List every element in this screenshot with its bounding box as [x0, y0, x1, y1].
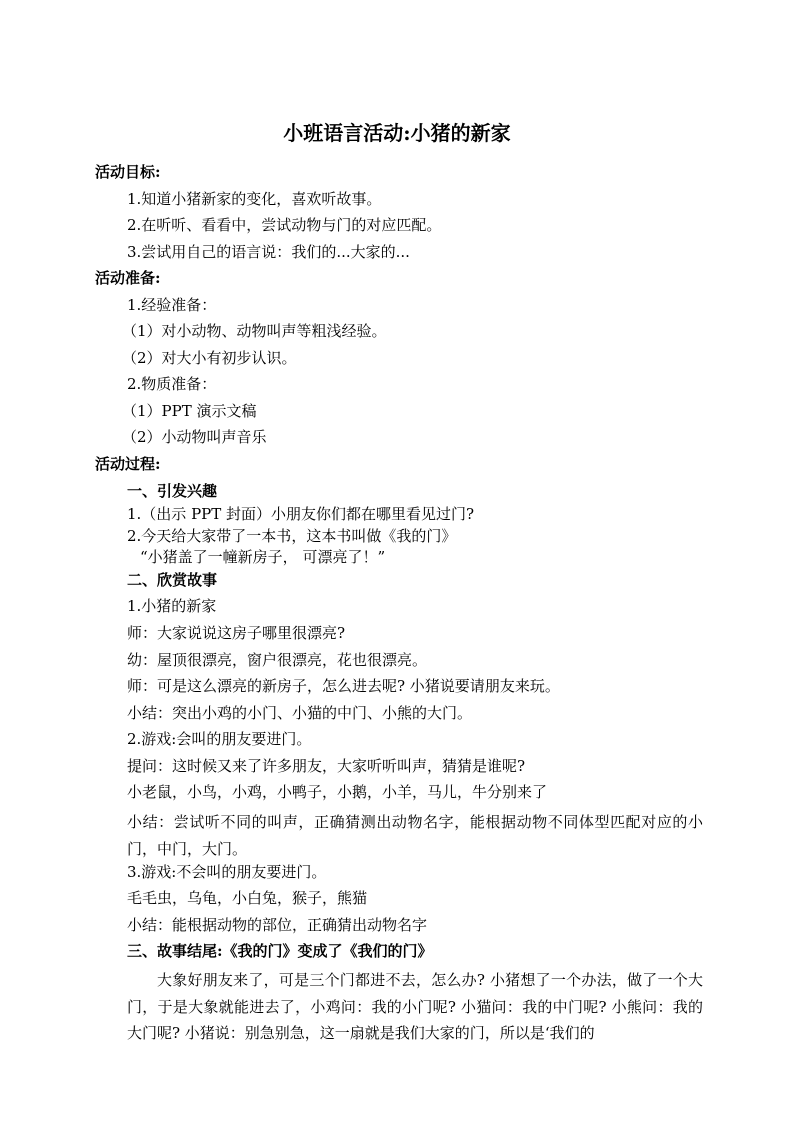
- section-heading: 三、故事结尾:《我的门》变成了《我们的门》: [127, 942, 433, 960]
- section-line: 2.游戏:会叫的朋友要进门。: [127, 730, 312, 748]
- section-line: 2.今天给大家带了一本书，这本书叫做《我的门》: [127, 527, 457, 545]
- section-line: 提问：这时候又来了许多朋友，大家听听叫声，猜猜是谁呢?: [127, 757, 526, 775]
- section-line: 毛毛虫，乌龟，小白兔，猴子，熊猫: [127, 889, 368, 907]
- story-paragraph: 大象好朋友来了，可是三个门都进不去，怎么办? 小猪想了一个办法，做了一个大门，于是大象就能进去了，小鸡问：我的小门呢? 小猫问：我的中门呢? 小熊问：我的大门呢? 小猪说：别急别急，这一扇就是我们大家的门，所以是‘我们的: [127, 971, 703, 1042]
- section-line: 幼：屋顶很漂亮，窗户很漂亮，花也很漂亮。: [127, 651, 428, 669]
- prep-item: 2.物质准备：: [127, 375, 217, 393]
- section-heading: 一、引发兴趣: [127, 482, 218, 500]
- goal-item: 3.尝试用自己的语言说：我们的...大家的...: [127, 243, 410, 261]
- prep-item: （2）小动物叫声音乐: [122, 428, 267, 446]
- section-line: 1.（出示 PPT 封面）小朋友你们都在哪里看见过门?: [127, 505, 475, 523]
- section-line: 师：大家说说这房子哪里很漂亮?: [127, 624, 346, 642]
- goal-item: 1.知道小猪新家的变化，喜欢听故事。: [127, 190, 382, 208]
- section-summary: 小结：尝试听不同的叫声，正确猜测出动物名字，能根据动物不同体型匹配对应的小门，中门，大门。: [127, 813, 703, 858]
- section-line: 3.游戏:不会叫的朋友要进门。: [127, 863, 327, 881]
- prep-item: 1.经验准备：: [127, 296, 217, 314]
- section-line: 师：可是这么漂亮的新房子，怎么进去呢? 小猪说要请朋友来玩。: [127, 677, 560, 695]
- section-line: 小结：突出小鸡的小门、小猫的中门、小熊的大门。: [127, 704, 473, 722]
- prep-heading: 活动准备:: [95, 269, 161, 287]
- section-heading: 二、欣赏故事: [127, 571, 218, 589]
- prep-item: （1）PPT 演示文稿: [122, 402, 257, 420]
- goals-heading: 活动目标:: [95, 163, 161, 181]
- section-line: 1.小猪的新家: [127, 597, 217, 615]
- process-heading: 活动过程:: [95, 455, 161, 473]
- document-title: 小班语言活动:小猪的新家: [283, 121, 511, 145]
- prep-item: （1）对小动物、动物叫声等粗浅经验。: [122, 322, 387, 340]
- section-line: 小结：能根据动物的部位，正确猜出动物名字: [127, 916, 428, 934]
- prep-item: （2）对大小有初步认识。: [122, 349, 297, 367]
- section-line: 小老鼠，小鸟，小鸡，小鸭子，小鹅，小羊，马儿，牛分别来了: [127, 783, 548, 801]
- goal-item: 2.在听听、看看中，尝试动物与门的对应匹配。: [127, 216, 442, 234]
- section-line: “小猪盖了一幢新房子， 可漂亮了！”: [140, 548, 386, 566]
